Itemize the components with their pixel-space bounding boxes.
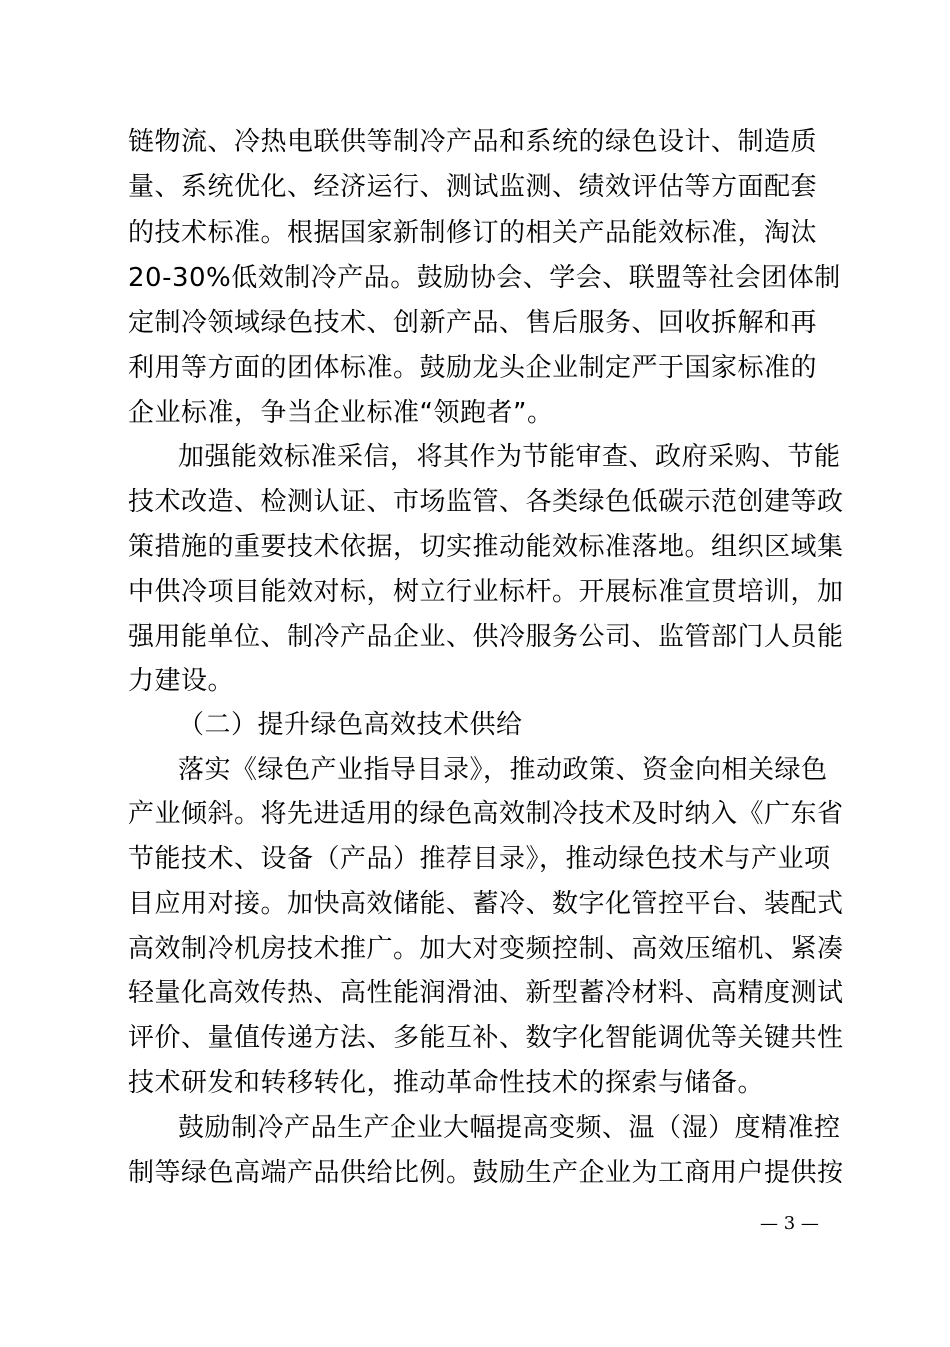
text-line: 目应用对接。加快高效储能、蓄冷、数字化管控平台、装配式	[128, 889, 844, 919]
text-line: 策措施的重要技术依据，切实推动能效标准落地。组织区域集	[128, 532, 844, 562]
text-line: 量、系统优化、经济运行、测试监测、绩效评估等方面配套	[128, 172, 818, 202]
text-line: 技术研发和转移转化，推动革命性技术的探索与储备。	[128, 1068, 765, 1098]
text-line: 制等绿色高端产品供给比例。鼓励生产企业为工商用户提供按	[128, 1158, 844, 1188]
paragraph-first-line: 鼓励制冷产品生产企业大幅提高变频、温（湿）度精准控	[178, 1113, 841, 1143]
text-line: 的技术标准。根据国家新制修订的相关产品能效标准，淘汰	[128, 218, 818, 248]
text-line: 高效制冷机房技术推广。加大对变频控制、高效压缩机、紧凑	[128, 934, 844, 964]
text-line: 20-30%低效制冷产品。鼓励协会、学会、联盟等社会团体制	[128, 263, 841, 293]
section-heading: （二）提升绿色高效技术供给	[178, 710, 523, 740]
page-number: — 3 —	[760, 1213, 819, 1234]
text-line: 节能技术、设备（产品）推荐目录》，推动绿色技术与产业项	[128, 844, 831, 874]
text-line: 利用等方面的团体标准。鼓励龙头企业制定严于国家标准的	[128, 353, 818, 383]
paragraph-first-line: 加强能效标准采信，将其作为节能审查、政府采购、节能	[178, 442, 841, 472]
text-line: 评价、量值传递方法、多能互补、数字化智能调优等关键共性	[128, 1023, 844, 1053]
text-line: 技术改造、检测认证、市场监管、各类绿色低碳示范创建等政	[128, 487, 844, 517]
text-line: 力建设。	[128, 666, 235, 696]
text-line: 轻量化高效传热、高性能润滑油、新型蓄冷材料、高精度测试	[128, 978, 844, 1008]
text-line: 强用能单位、制冷产品企业、供冷服务公司、监管部门人员能	[128, 622, 844, 652]
text-line: 企业标准，争当企业标准“领跑者”。	[128, 398, 554, 428]
text-line: 链物流、冷热电联供等制冷产品和系统的绿色设计、制造质	[128, 127, 818, 157]
text-line: 产业倾斜。将先进适用的绿色高效制冷技术及时纳入《广东省	[128, 799, 844, 829]
text-line: 定制冷领域绿色技术、创新产品、售后服务、回收拆解和再	[128, 308, 818, 338]
paragraph-first-line: 落实《绿色产业指导目录》，推动政策、资金向相关绿色	[178, 755, 828, 785]
text-line: 中供冷项目能效对标，树立行业标杆。开展标准宣贯培训，加	[128, 577, 844, 607]
